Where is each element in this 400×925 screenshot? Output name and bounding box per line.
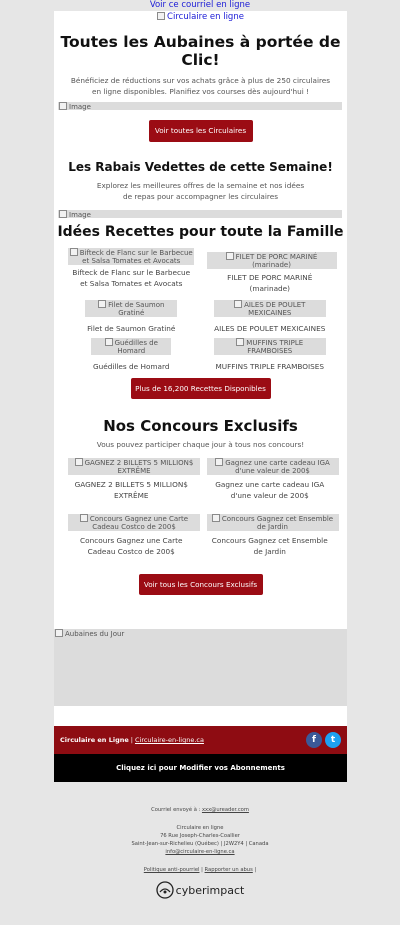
- cyberimpact-wordmark: cyberimpact: [175, 883, 245, 897]
- hero-title: Toutes les Aubaines à portée de Clic!: [60, 33, 341, 69]
- sent-to-line: [0, 806, 400, 814]
- hero-image[interactable]: Image: [58, 102, 342, 110]
- contest-card[interactable]: [201, 458, 340, 510]
- spacer: [54, 706, 347, 726]
- brand-name: Circulaire en Ligne: [60, 736, 129, 744]
- recipe-image[interactable]: Bifteck de Flanc sur le Barbecue et Salsa Tomates et Avocats: [68, 248, 194, 265]
- featured-text: Explorez les meilleures offres de la semaine et nos idées de repas pour accompagner les circulaires: [96, 181, 305, 201]
- contest-card[interactable]: [201, 514, 340, 572]
- contest-image[interactable]: Concours Gagnez une Carte Cadeau Costco de 200$: [68, 514, 200, 531]
- recipe-image[interactable]: MUFFINS TRIPLE FRAMBOISES: [214, 338, 326, 355]
- brand-bar: [54, 726, 347, 754]
- contest-card[interactable]: [62, 514, 201, 572]
- view-circulars-button[interactable]: Voir toutes les Circulaires: [149, 120, 253, 142]
- more-recipes-button[interactable]: Plus de 16,200 Recettes Disponibles: [131, 378, 271, 399]
- manage-subscriptions-link[interactable]: Cliquez ici pour Modifier vos Abonnements: [54, 754, 347, 782]
- recipe-image[interactable]: AILES DE POULET MEXICAINES: [214, 300, 326, 317]
- contest-caption[interactable]: Concours Gagnez une Carte Cadeau Costco de 200$: [80, 536, 183, 556]
- recipe-card[interactable]: [201, 338, 340, 376]
- contest-image[interactable]: GAGNEZ 2 BILLETS 5 MILLION$ EXTRÊME: [68, 458, 200, 475]
- brand-separator: |: [130, 736, 133, 744]
- recipe-caption[interactable]: FILET DE PORC MARINÉ (marinade): [227, 273, 313, 293]
- hero-text: Bénéficiez de réductions sur vos achats grâce à plus de 250 circulaires en ligne disponibles. Planifiez vos courses dès aujourd'hui !: [70, 76, 331, 96]
- legal-links: Politique anti-pourriel | Rapporter un abus |: [143, 867, 257, 873]
- email-body: [54, 11, 347, 629]
- featured-title: Les Rabais Vedettes de cette Semaine!: [68, 160, 333, 174]
- contest-caption[interactable]: Concours Gagnez cet Ensemble de Jardin: [211, 536, 328, 556]
- featured-image[interactable]: Image: [58, 210, 342, 218]
- recipe-caption[interactable]: AILES DE POULET MEXICAINES: [214, 324, 326, 333]
- recipe-caption[interactable]: Guédilles de Homard: [92, 362, 170, 371]
- contests-title: Nos Concours Exclusifs: [103, 417, 298, 435]
- contests-text: Vous pouvez participer chaque jour à tous nos concours!: [96, 440, 305, 449]
- recipe-caption[interactable]: Filet de Saumon Gratiné: [87, 324, 176, 333]
- report-abuse-link[interactable]: Rapporter un abus: [204, 867, 253, 873]
- social-links: [306, 732, 341, 748]
- cyberimpact-icon: [156, 881, 174, 899]
- recipe-caption[interactable]: Bifteck de Flanc sur le Barbecue et Salsa Tomates et Avocats: [72, 268, 191, 288]
- contest-card[interactable]: [62, 458, 201, 510]
- recipes-grid: [54, 248, 347, 376]
- recipe-card[interactable]: [201, 248, 340, 294]
- recipes-title: Idées Recettes pour toute la Famille: [57, 224, 344, 240]
- contest-image[interactable]: Concours Gagnez cet Ensemble de Jardin: [207, 514, 339, 531]
- deals-image-alt: Aubaines du Jour: [54, 629, 347, 639]
- recipe-image[interactable]: Filet de Saumon Gratiné: [85, 300, 177, 317]
- legal-footer: [0, 806, 400, 899]
- twitter-icon[interactable]: t: [325, 732, 341, 748]
- contest-caption[interactable]: GAGNEZ 2 BILLETS 5 MILLION$ EXTRÊME: [74, 480, 188, 500]
- recipe-card[interactable]: [62, 300, 201, 338]
- sent-to-email[interactable]: xxx@ureader.com: [201, 807, 249, 813]
- logo-image[interactable]: Circulaire en ligne: [54, 11, 347, 25]
- org-name: Circulaire en ligne: [176, 825, 224, 831]
- sent-to-label: Courriel envoyé à :: [151, 807, 201, 813]
- org-street: 76 Rue Joseph-Charles-Coallier: [160, 833, 240, 839]
- contact-email[interactable]: info@circulaire-en-ligne.ca: [165, 849, 235, 855]
- recipe-card[interactable]: [62, 248, 201, 294]
- recipe-image[interactable]: FILET DE PORC MARINÉ (marinade): [207, 252, 337, 269]
- view-online-link[interactable]: Voir ce courriel en ligne: [149, 0, 251, 10]
- recipe-image[interactable]: Guédilles de Homard: [91, 338, 171, 355]
- org-city: Saint-Jean-sur-Richelieu (Québec) | J2W2Y4 | Canada: [131, 841, 269, 847]
- contest-caption[interactable]: Gagnez une carte cadeau IGA d'une valeur de 200$: [215, 480, 325, 500]
- view-contests-button[interactable]: Voir tous les Concours Exclusifs: [139, 574, 263, 595]
- facebook-icon[interactable]: f: [306, 732, 322, 748]
- anti-spam-policy-link[interactable]: Politique anti-pourriel: [143, 867, 200, 873]
- contest-image[interactable]: Gagnez une carte cadeau IGA d'une valeur de 200$: [207, 458, 339, 475]
- site-link[interactable]: Circulaire-en-ligne.ca: [134, 736, 204, 744]
- deals-image[interactable]: [54, 629, 347, 706]
- cyberimpact-logo[interactable]: [0, 881, 400, 899]
- recipe-caption[interactable]: MUFFINS TRIPLE FRAMBOISES: [215, 362, 325, 371]
- contact-line: [0, 848, 400, 856]
- recipe-card[interactable]: [201, 300, 340, 338]
- contests-grid: [54, 458, 347, 572]
- recipe-card[interactable]: [62, 338, 201, 376]
